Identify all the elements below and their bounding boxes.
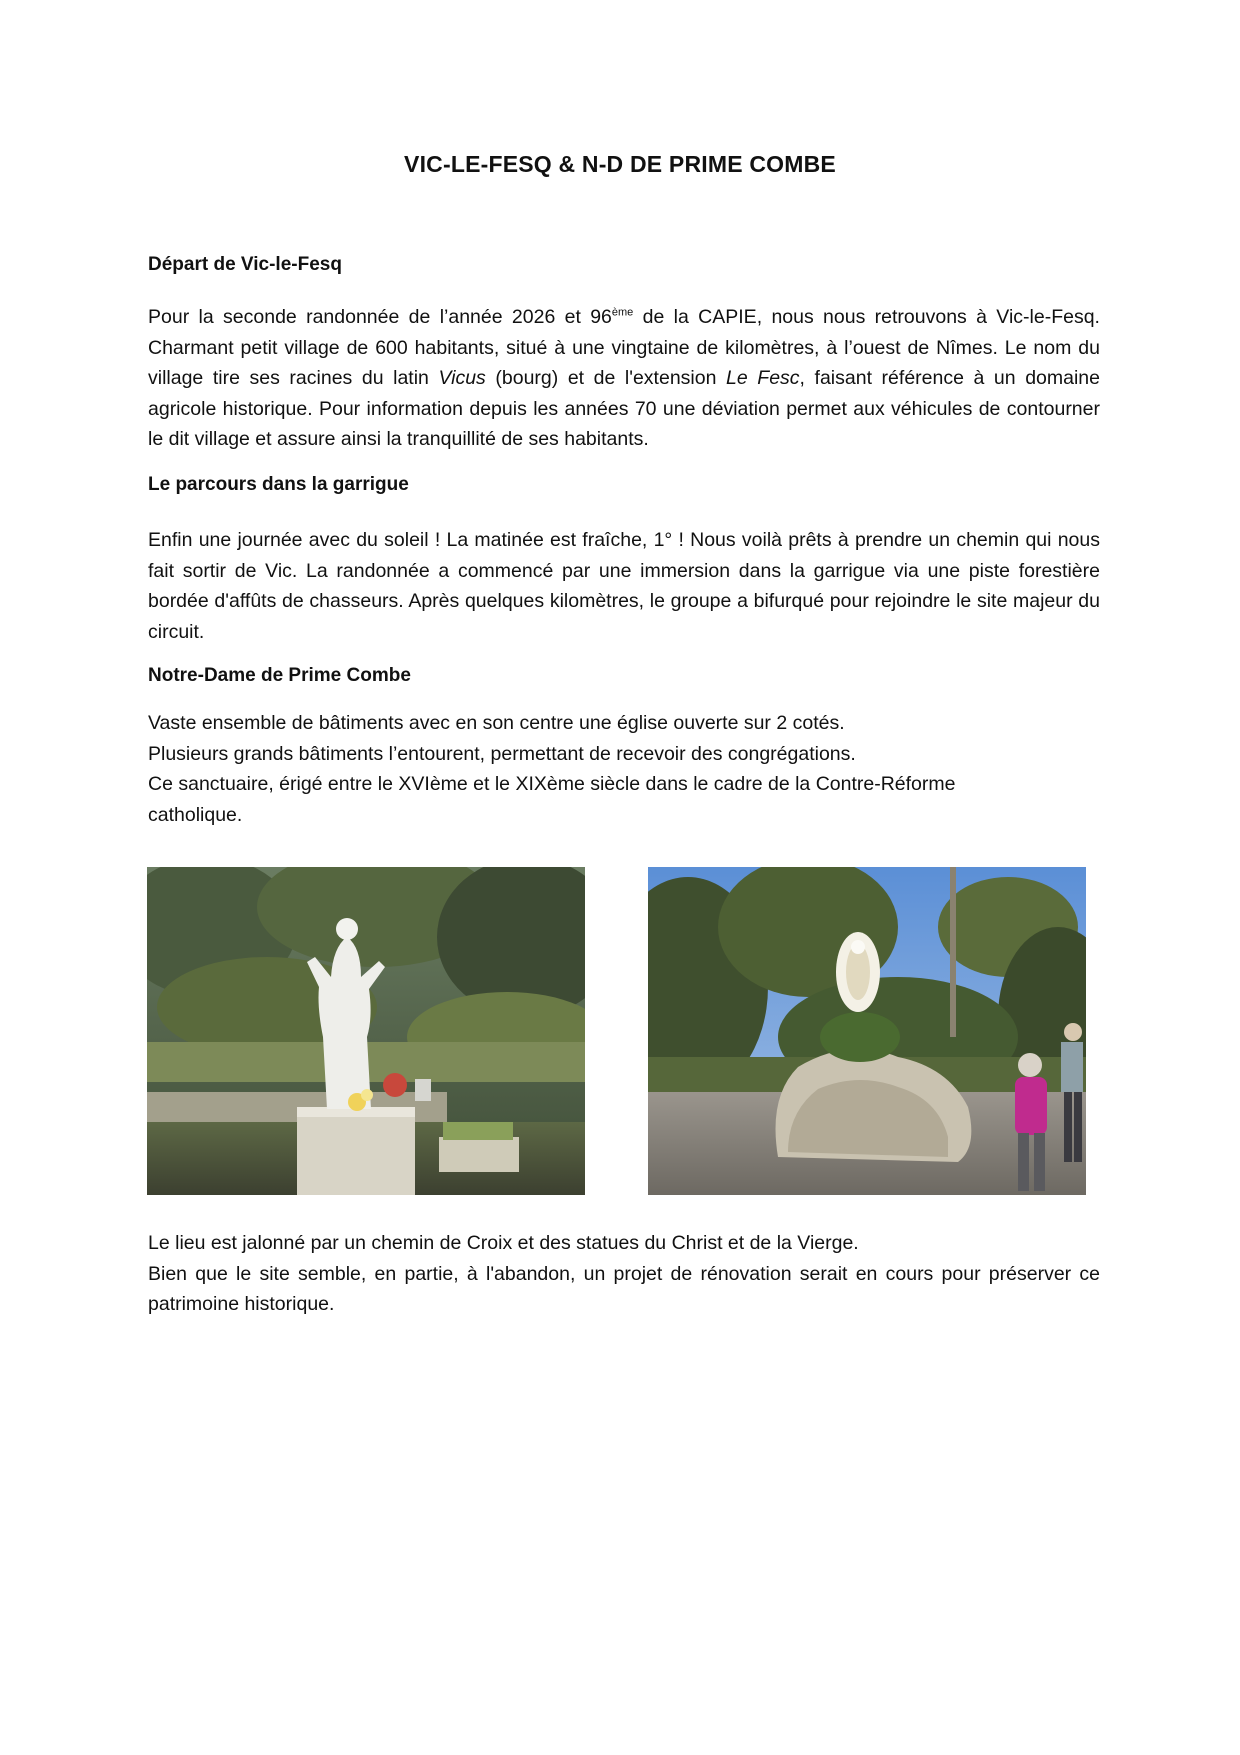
closing-line-1: Le lieu est jalonné par un chemin de Croix et des statues du Christ et de la Vierge.: [148, 1232, 859, 1254]
notre-dame-line: Ce sanctuaire, érigé entre le XVIème et le XIXème siècle dans le cadre de la Contre-Réforme: [148, 773, 956, 795]
paragraph-parcours: Enfin une journée avec du soleil ! La matinée est fraîche, 1° ! Nous voilà prêts à prendre un chemin qui nous fait sortir de Vic. La randonnée a commencé par une immersion dans la garrigue via une piste forestière bordée d'affûts de chasseurs. Après quelques kilomètres, le groupe a bifurqué pour rejoindre le site majeur du circuit.: [148, 529, 1100, 643]
paragraph-depart-text-3: (bourg) et de l'extension: [485, 367, 727, 389]
notre-dame-line: Plusieurs grands bâtiments l’entourent, permettant de recevoir des congrégations.: [148, 742, 856, 765]
page-title: VIC-LE-FESQ & N-D DE PRIME COMBE: [404, 151, 836, 177]
section-heading-depart: Départ de Vic-le-Fesq: [148, 254, 342, 275]
superscript-eme: ème: [611, 306, 634, 319]
paragraph-closing: [148, 1228, 1100, 1320]
section-heading-parcours: Le parcours dans la garrigue: [148, 474, 409, 495]
virgin-grotto-photo: [648, 867, 1086, 1195]
paragraph-depart-text-1: Pour la seconde randonnée de l’année 2026 et 96: [148, 306, 612, 328]
term-le-fesc: Le Fesc: [726, 367, 800, 389]
paragraph-depart-text-2: de la CAPIE, nous nous retrouvons à Vic-le-Fesq. Charmant petit village de 600 habitants, situé à une vingtaine de kilomètres, à l’ouest de Nîmes. Le nom du village tire ses racines du latin: [148, 306, 1100, 389]
paragraph-notre-dame: [148, 708, 1100, 830]
paragraph-depart: [148, 302, 1100, 455]
christ-statue-photo: [147, 867, 585, 1195]
paragraph-depart-text-4: , faisant référence à un domaine agricole historique. Pour information depuis les années 70 une déviation permet aux véhicules de contourner le dit village et assure ainsi la tranquillité de ses habitants.: [148, 367, 1100, 450]
notre-dame-line: catholique.: [148, 803, 243, 826]
notre-dame-line: Vaste ensemble de bâtiments avec en son centre une église ouverte sur 2 cotés.: [148, 712, 845, 734]
section-heading-notre-dame: Notre-Dame de Prime Combe: [148, 665, 411, 686]
closing-line-2: Bien que le site semble, en partie, à l'abandon, un projet de rénovation serait en cours pour préserver ce patrimoine historique.: [148, 1262, 1100, 1315]
latin-term-vicus: Vicus: [438, 367, 486, 389]
